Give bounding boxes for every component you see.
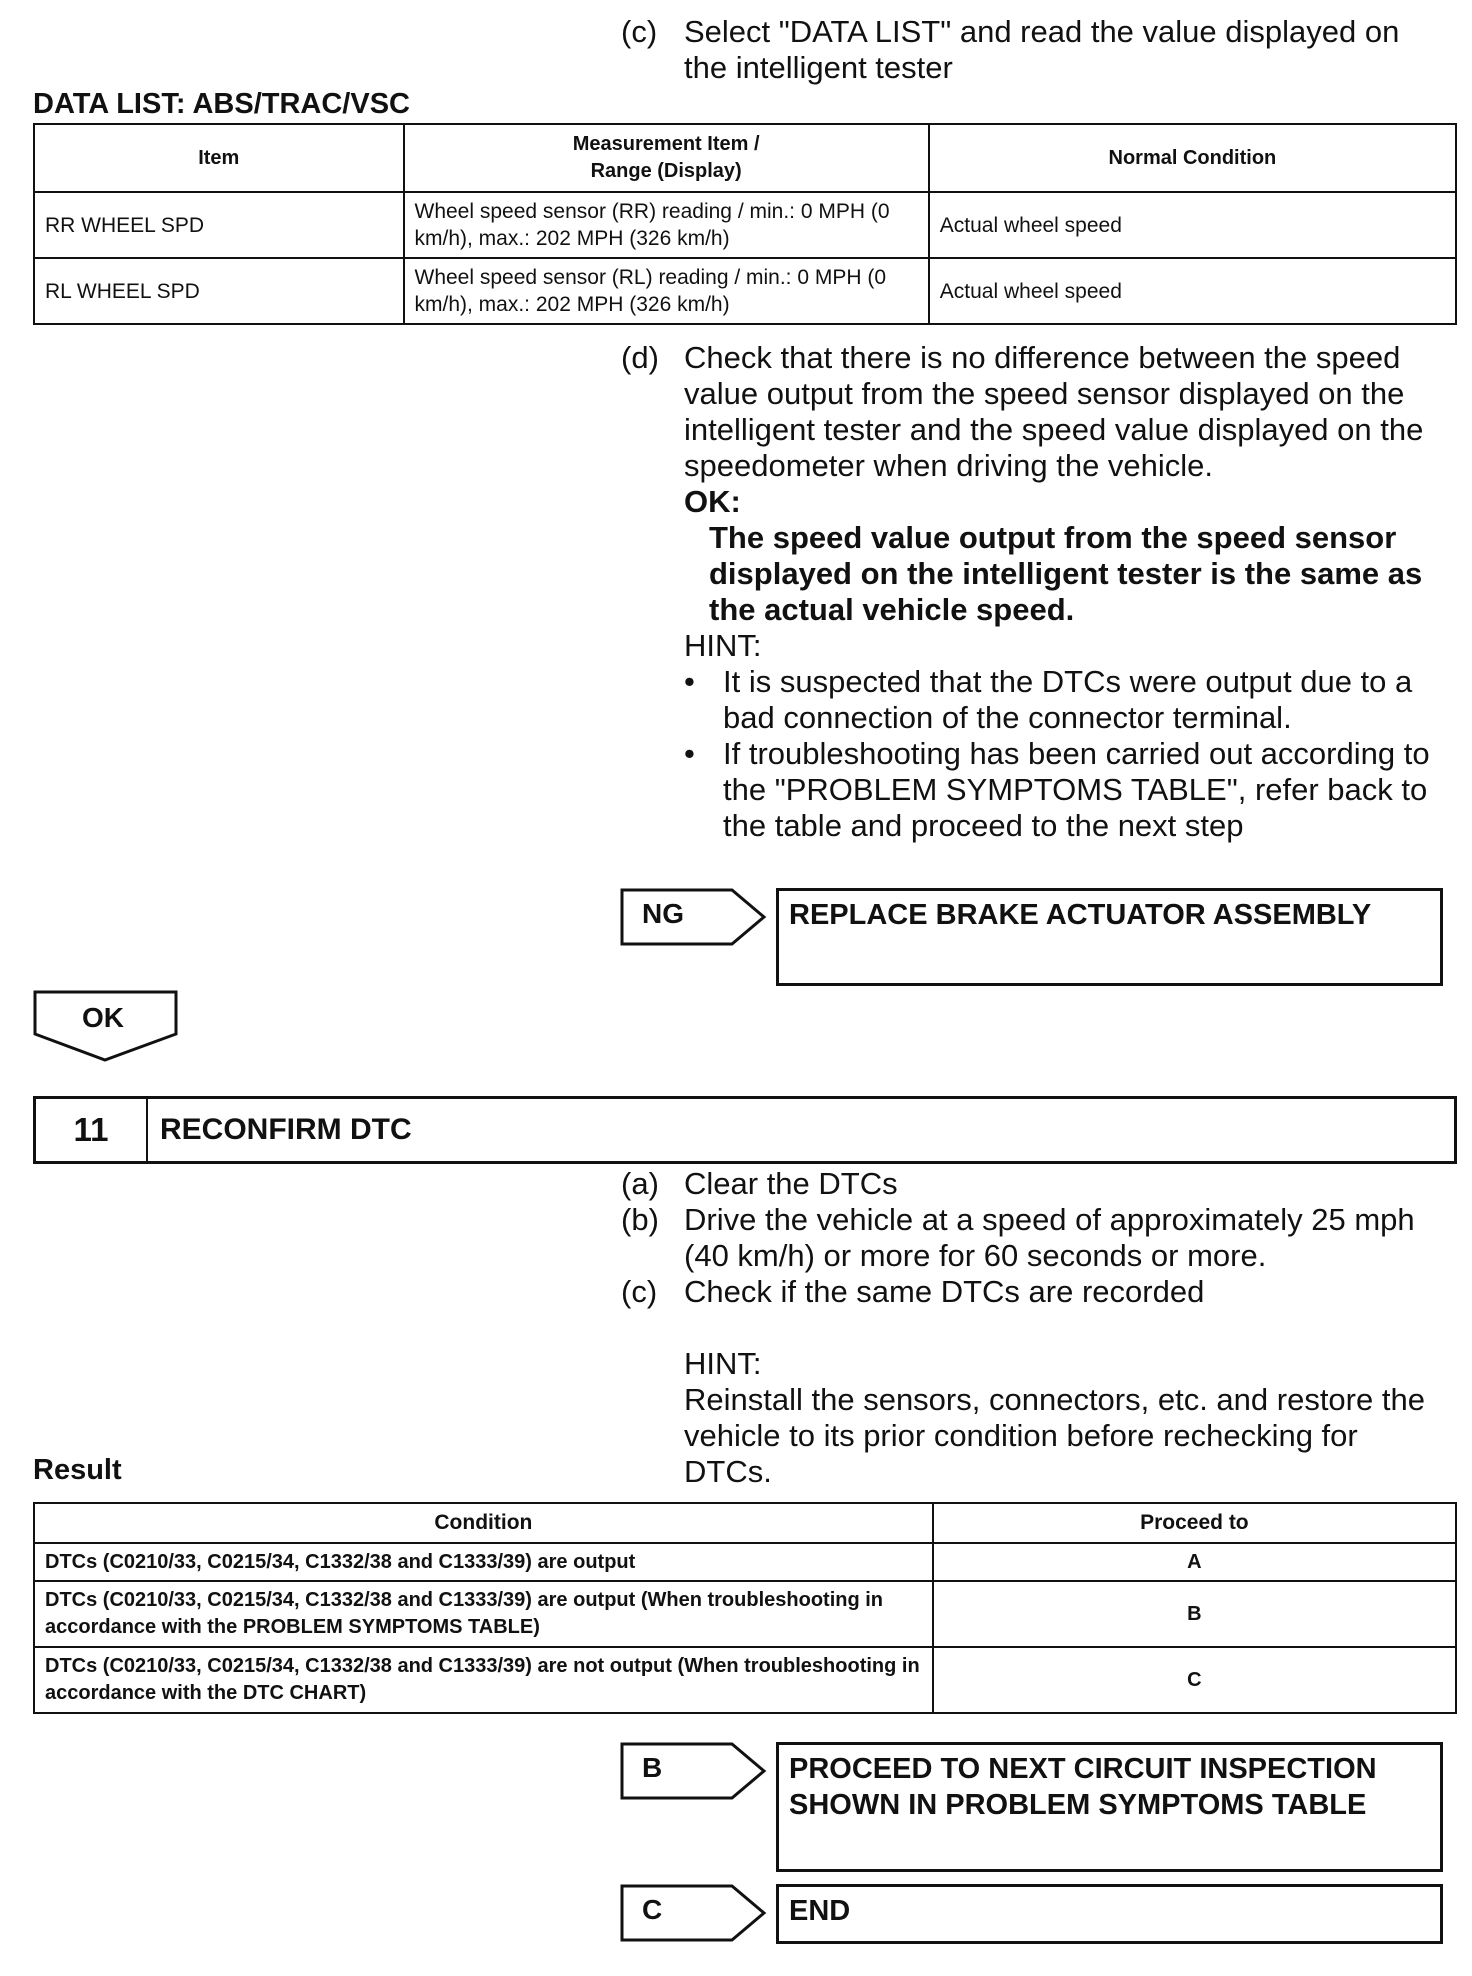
ok-label: OK: (684, 484, 741, 519)
step-11-hint-label: HINT: (684, 1346, 762, 1381)
table-row (34, 258, 1456, 324)
header-item: Item (34, 124, 404, 192)
b-result-text: PROCEED TO NEXT CIRCUIT INSPECTION SHOWN IN PROBLEM SYMPTOMS TABLE (789, 1753, 1377, 1821)
step-number: 11 (36, 1099, 148, 1161)
cell-item: RL WHEEL SPD (34, 258, 404, 324)
c-result-text: END (789, 1895, 851, 1927)
cell-proceed-to: A (933, 1543, 1456, 1581)
step-11-b (621, 1202, 1451, 1274)
header-normal-condition: Normal Condition (929, 124, 1456, 192)
ng-result-text: REPLACE BRAKE ACTUATOR ASSEMBLY (789, 899, 1372, 931)
step-title: RECONFIRM DTC (160, 1113, 412, 1146)
data-list-table (33, 123, 1457, 325)
step-letter: (d) (621, 340, 659, 375)
step-text: Drive the vehicle at a speed of approximately 25 mph (40 km/h) or more for 60 seconds or more. (684, 1202, 1415, 1273)
b-tag-label: B (642, 1752, 663, 1783)
cell-normal-condition: Actual wheel speed (929, 258, 1456, 324)
cell-condition: DTCs (C0210/33, C0215/34, C1332/38 and C1333/39) are output (When troubleshooting in accordance with the PROBLEM SYMPTOMS TABLE) (34, 1581, 933, 1647)
step-d-check-speed (621, 340, 1451, 484)
hint-text: If troubleshooting has been carried out according to the "PROBLEM SYMPTOMS TABLE", refer back to the table and proceed to the next step (723, 736, 1430, 843)
header-measurement-item: Measurement Item / Range (Display) (404, 124, 929, 192)
result-title: Result (33, 1454, 122, 1486)
hint-bullet: • If troubleshooting has been carried out according to the "PROBLEM SYMPTOMS TABLE", refer back to the table and proceed to the next step (684, 736, 1451, 844)
step-letter: (c) (621, 14, 658, 49)
step-11-c (621, 1274, 1451, 1310)
table-row (34, 1581, 1456, 1647)
b-result-box (776, 1742, 1443, 1872)
hint-label: HINT: (684, 628, 762, 663)
c-result-box (776, 1884, 1443, 1944)
ok-criteria: The speed value output from the speed sensor displayed on the intelligent tester is the same as the actual vehicle speed. (709, 520, 1423, 627)
cell-proceed-to: C (933, 1647, 1456, 1713)
step-text: Check if the same DTCs are recorded (684, 1274, 1205, 1309)
step-11-hint-text: Reinstall the sensors, connectors, etc. and restore the vehicle to its prior condition before rechecking for DTCs. (684, 1382, 1425, 1489)
cell-measurement: Wheel speed sensor (RR) reading / min.: 0 MPH (0 km/h), max.: 202 MPH (326 km/h) (404, 192, 929, 258)
step-11-header (33, 1096, 1457, 1164)
table-header-row (34, 124, 1456, 192)
ok-tag-label: OK (82, 1002, 124, 1033)
cell-proceed-to: B (933, 1581, 1456, 1647)
step-letter: (b) (621, 1202, 659, 1237)
hint-bullet: • It is suspected that the DTCs were output due to a bad connection of the connector terminal. (684, 664, 1451, 736)
step-letter: (a) (621, 1166, 659, 1201)
step-letter: (c) (621, 1274, 658, 1309)
hint-text: It is suspected that the DTCs were output due to a bad connection of the connector terminal. (723, 664, 1413, 735)
c-tag-label: C (642, 1894, 663, 1925)
cell-condition: DTCs (C0210/33, C0215/34, C1332/38 and C1333/39) are not output (When troubleshooting in accordance with the DTC CHART) (34, 1647, 933, 1713)
cell-condition: DTCs (C0210/33, C0215/34, C1332/38 and C1333/39) are output (34, 1543, 933, 1581)
cell-item: RR WHEEL SPD (34, 192, 404, 258)
table-row (34, 192, 1456, 258)
header-proceed-to: Proceed to (933, 1503, 1456, 1543)
step-11-a (621, 1166, 1451, 1202)
step-text: Select "DATA LIST" and read the value displayed on the intelligent tester (684, 14, 1400, 85)
table-header-row (34, 1503, 1456, 1543)
table-row (34, 1543, 1456, 1581)
ng-tag-label: NG (642, 898, 684, 929)
step-text: Check that there is no difference between the speed value output from the speed sensor displayed on the intelligent tester and the speed value displayed on the speedometer when driving the vehicle. (684, 340, 1424, 483)
table-row (34, 1647, 1456, 1713)
data-list-title: DATA LIST: ABS/TRAC/VSC (33, 88, 410, 120)
cell-normal-condition: Actual wheel speed (929, 192, 1456, 258)
step-text: Clear the DTCs (684, 1166, 898, 1201)
cell-measurement: Wheel speed sensor (RL) reading / min.: 0 MPH (0 km/h), max.: 202 MPH (326 km/h) (404, 258, 929, 324)
ng-result-box (776, 888, 1443, 986)
step-c-select-data-list (621, 14, 1451, 86)
result-table (33, 1502, 1457, 1714)
header-condition: Condition (34, 1503, 933, 1543)
